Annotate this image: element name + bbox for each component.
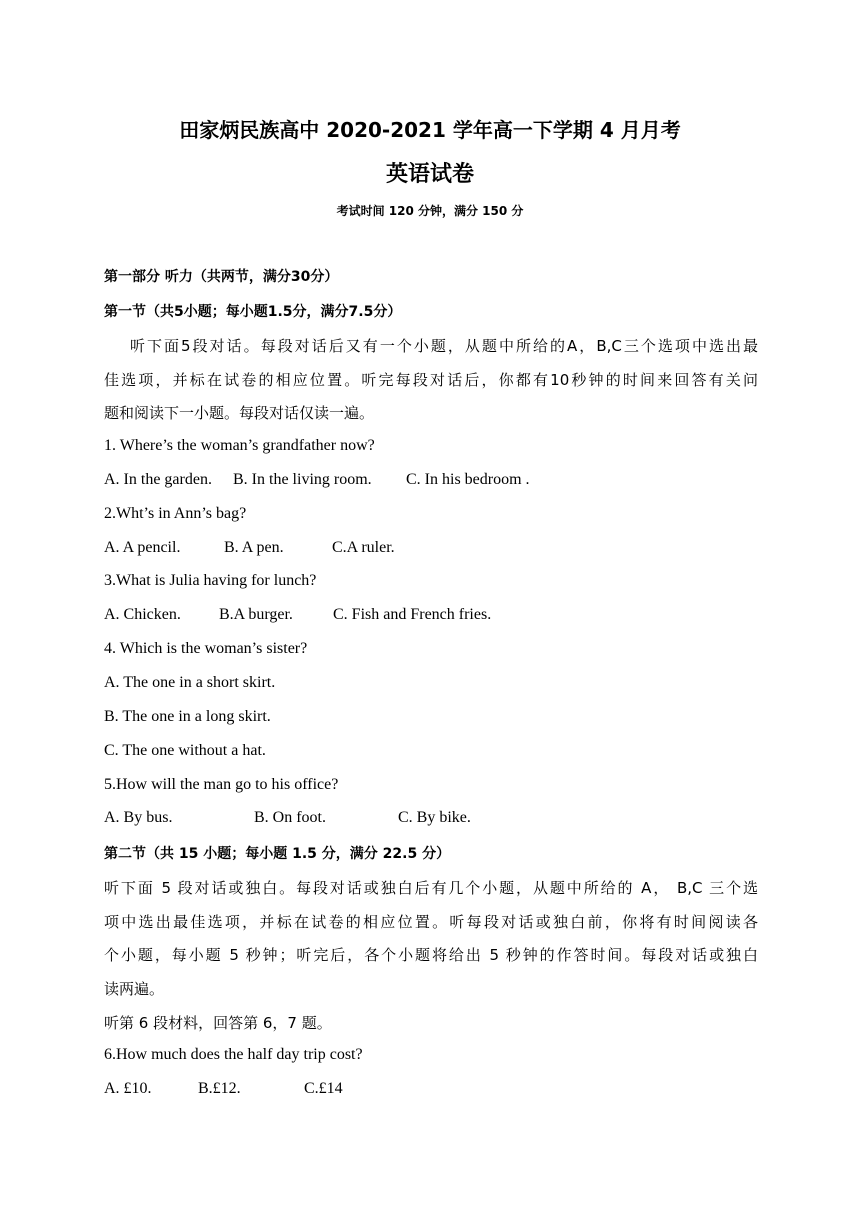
q4-option-c: C. The one without a hat. bbox=[104, 742, 266, 759]
exam-meta: 考试时间 120 分钟，满分 150 分 bbox=[336, 204, 524, 218]
section2-instruction-line: 个小题，每小题 5 秒钟；听完后，各个小题将给出 5 秒钟的作答时间。每段对话或独白 bbox=[104, 946, 758, 964]
section2-instruction-line: 读两遍。 bbox=[104, 980, 165, 998]
part1-heading: 第一部分 听力（共两节，满分30分） bbox=[104, 269, 339, 285]
exam-subtitle: 英语试卷 bbox=[385, 161, 474, 187]
section1-heading: 第一节（共5小题；每小题1.5分，满分7.5分） bbox=[104, 304, 402, 320]
q2-option-a: A. A pencil. bbox=[104, 539, 181, 556]
section1-instruction-line: 题和阅读下一小题。每段对话仅读一遍。 bbox=[104, 404, 375, 422]
q5-option-b: B. On foot. bbox=[254, 809, 326, 826]
section1-instruction-line: 佳选项，并标在试卷的相应位置。听完每段对话后，你都有10秒钟的时间来回答有关问 bbox=[104, 371, 758, 389]
q6-option-c: C.£14 bbox=[304, 1080, 343, 1097]
section2-instruction-line: 项中选出最佳选项，并标在试卷的相应位置。听每段对话或独白前，你将有时间阅读各 bbox=[104, 913, 758, 931]
question-2: 2.Wht’s in Ann’s bag? bbox=[104, 505, 247, 522]
material-note: 听第 6 段材料，回答第 6，7 题。 bbox=[104, 1014, 332, 1032]
question-3: 3.What is Julia having for lunch? bbox=[104, 572, 317, 589]
section1-instruction-line: 听下面5段对话。每段对话后又有一个小题，从题中所给的A，B,C三个选项中选出最 bbox=[130, 337, 758, 355]
q3-option-a: A. Chicken. bbox=[104, 606, 181, 623]
question-4: 4. Which is the woman’s sister? bbox=[104, 640, 308, 657]
q4-option-b: B. The one in a long skirt. bbox=[104, 708, 271, 725]
q5-option-a: A. By bus. bbox=[104, 809, 173, 826]
q2-option-b: B. A pen. bbox=[224, 539, 284, 556]
q3-option-c: C. Fish and French fries. bbox=[333, 606, 492, 623]
question-6: 6.How much does the half day trip cost? bbox=[104, 1046, 363, 1063]
q6-option-b: B.£12. bbox=[198, 1080, 241, 1097]
q1-option-b: B. In the living room. bbox=[233, 471, 372, 488]
q3-option-b: B.A burger. bbox=[219, 606, 293, 623]
question-1: 1. Where’s the woman’s grandfather now? bbox=[104, 437, 375, 454]
section2-instruction-line: 听下面 5 段对话或独白。每段对话或独白后有几个小题，从题中所给的 A， B,C 三个选 bbox=[104, 879, 758, 897]
q5-option-c: C. By bike. bbox=[398, 809, 471, 826]
q1-option-a: A. In the garden. bbox=[104, 471, 212, 488]
question-5: 5.How will the man go to his office? bbox=[104, 776, 339, 793]
exam-title: 田家炳民族高中 2020-2021 学年高一下学期 4 月月考 bbox=[179, 118, 681, 142]
q1-option-c: C. In his bedroom . bbox=[406, 471, 530, 488]
q4-option-a: A. The one in a short skirt. bbox=[104, 674, 276, 691]
section2-heading: 第二节（共 15 小题；每小题 1.5 分，满分 22.5 分） bbox=[104, 846, 451, 862]
q6-option-a: A. £10. bbox=[104, 1080, 152, 1097]
q2-option-c: C.A ruler. bbox=[332, 539, 395, 556]
